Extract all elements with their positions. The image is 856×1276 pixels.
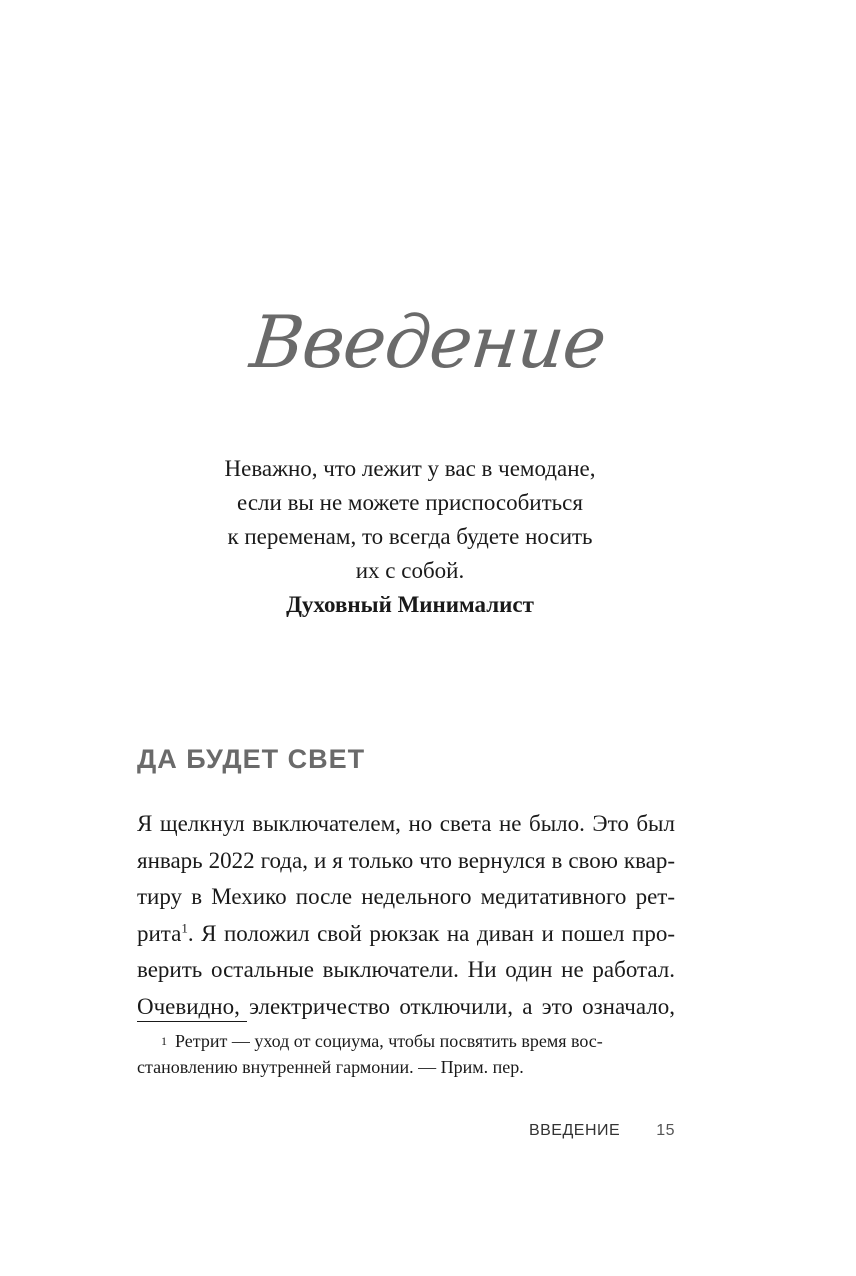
body-line: тиру в Мехико после недельного медитативного рет-: [137, 884, 675, 909]
body-text: [137, 806, 675, 1025]
chapter-title: Введение: [246, 300, 610, 384]
body-line-start: рита: [137, 920, 182, 946]
footnote-marker: 1: [161, 1034, 167, 1048]
footnote-line: становлению внутренней гармонии. — Прим. пер.: [137, 1057, 524, 1077]
body-line: верить остальные выключатели. Ни один не работал.: [137, 957, 675, 982]
footnote-line: [137, 1028, 675, 1054]
footnote-text: Ретрит — уход от социума, чтобы посвятить время вос-: [175, 1031, 603, 1051]
epigraph-line: их с собой.: [355, 558, 465, 583]
epigraph-line: Неважно, что лежит у вас в чемодане,: [224, 456, 596, 481]
body-line: [137, 916, 675, 953]
epigraph-line: если вы не можете приспособиться: [237, 490, 583, 515]
body-line: Очевидно, электричество отключили, а это означало,: [137, 993, 675, 1019]
body-line: Я щелкнул выключателем, но света не было. Это был: [137, 811, 675, 836]
footnote-divider: [137, 1021, 247, 1022]
footnote: [137, 1028, 675, 1080]
running-footer: [137, 1122, 675, 1140]
footnote-reference[interactable]: 1: [181, 919, 188, 935]
body-line-rest: . Я положил свой рюкзак на диван и пошел про-: [187, 920, 675, 946]
body-line: январь 2022 года, и я только что вернулся в свою квар-: [137, 847, 675, 873]
epigraph-author: Духовный Минималист: [286, 592, 534, 617]
epigraph: [140, 452, 680, 622]
section-heading: ДА БУДЕТ СВЕТ: [137, 744, 366, 774]
epigraph-line: к переменам, то всегда будете носить: [227, 524, 593, 549]
running-title: ВВЕДЕНИЕ: [528, 1122, 621, 1139]
page-number: 15: [656, 1122, 675, 1139]
